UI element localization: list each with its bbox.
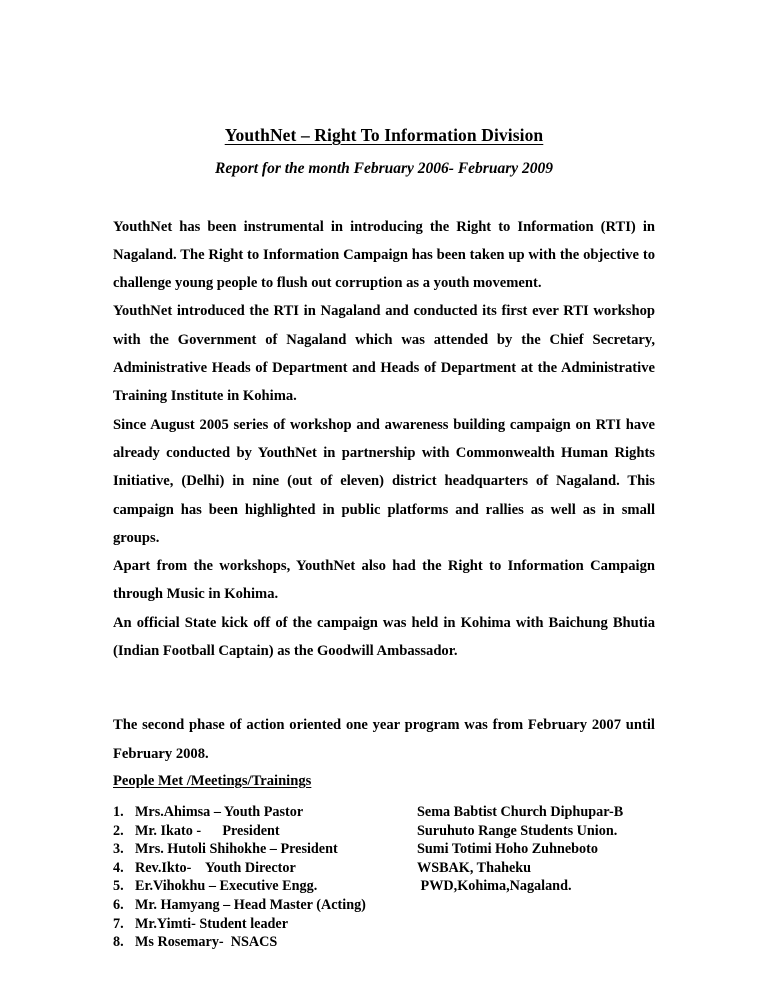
list-item bbox=[113, 822, 655, 841]
list-item-name: Rev.Ikto- Youth Director bbox=[135, 859, 296, 876]
list-item bbox=[113, 915, 655, 934]
list-item-name: Mr. Hamyang – Head Master (Acting) bbox=[135, 896, 366, 913]
list-item bbox=[113, 840, 655, 859]
section-spacer bbox=[113, 665, 655, 711]
section-heading bbox=[113, 768, 655, 794]
list-item-name: Mr.Yimti- Student leader bbox=[135, 915, 289, 932]
list-item bbox=[113, 803, 655, 822]
paragraph-2: YouthNet introduced the RTI in Nagaland and conducted its first ever RTI workshop with the Government of Nagaland which was attended by the Chief Secretary, Administrative Heads of Department and Heads of Department at the Administrative Training Institute in Kohima. bbox=[113, 303, 655, 405]
list-item-number: 7. bbox=[113, 915, 124, 932]
list-item bbox=[113, 877, 655, 896]
list-item-name: Er.Vihokhu – Executive Engg. bbox=[135, 878, 318, 895]
document-content bbox=[113, 0, 655, 952]
page-subtitle: Report for the month February 2006- February 2009 bbox=[214, 160, 553, 177]
body-text bbox=[113, 179, 655, 768]
page-title bbox=[113, 0, 655, 146]
list-item-name: Mrs. Hutoli Shihokhe – President bbox=[135, 841, 338, 858]
list-item-number: 3. bbox=[113, 841, 124, 858]
list-item-organization: WSBAK, Thaheku bbox=[417, 859, 532, 876]
list-item-organization: PWD,Kohima,Nagaland. bbox=[417, 878, 572, 895]
list-item-name: Mr. Ikato - President bbox=[135, 822, 280, 839]
list-item-name: Ms Rosemary- NSACS bbox=[135, 934, 278, 951]
list-item-number: 1. bbox=[113, 803, 124, 820]
paragraph-3: Since August 2005 series of workshop and awareness building campaign on RTI have already conducted by YouthNet in partnership with Commonwealth Human Rights Initiative, (Delhi) in nine (out of eleven) district headquarters of Nagaland. This campaign has been highlighted in public platforms and rallies as well as in small groups. bbox=[113, 416, 655, 546]
list-item bbox=[113, 896, 655, 915]
page-title-text: YouthNet – Right To Information Division bbox=[224, 125, 544, 145]
paragraph-6: The second phase of action oriented one year program was from February 2007 until February 2008. bbox=[113, 717, 655, 762]
section-heading-text: People Met /Meetings/Trainings bbox=[113, 772, 312, 789]
list-item bbox=[113, 859, 655, 878]
list-item-number: 6. bbox=[113, 896, 124, 913]
list-item-number: 2. bbox=[113, 822, 124, 839]
list-item-organization: Suruhuto Range Students Union. bbox=[417, 822, 618, 839]
paragraph-4: Apart from the workshops, YouthNet also had the Right to Information Campaign through Music in Kohima. bbox=[113, 558, 655, 603]
list-item-name: Mrs.Ahimsa – Youth Pastor bbox=[135, 803, 304, 820]
people-met-list bbox=[113, 794, 655, 952]
paragraph-1: YouthNet has been instrumental in introducing the Right to Information (RTI) in Nagaland. The Right to Information Campaign has been taken up with the objective to challenge young people to flush out corruption as a youth movement. bbox=[113, 218, 655, 292]
list-item-organization: Sema Babtist Church Diphupar-B bbox=[417, 803, 624, 820]
list-item-number: 4. bbox=[113, 859, 124, 876]
paragraph-5: An official State kick off of the campaign was held in Kohima with Baichung Bhutia (Indian Football Captain) as the Goodwill Ambassador. bbox=[113, 614, 655, 660]
list-item-number: 5. bbox=[113, 878, 124, 895]
list-item-number: 8. bbox=[113, 934, 124, 951]
list-item-organization: Sumi Totimi Hoho Zuhneboto bbox=[417, 841, 598, 858]
list-item bbox=[113, 933, 655, 952]
